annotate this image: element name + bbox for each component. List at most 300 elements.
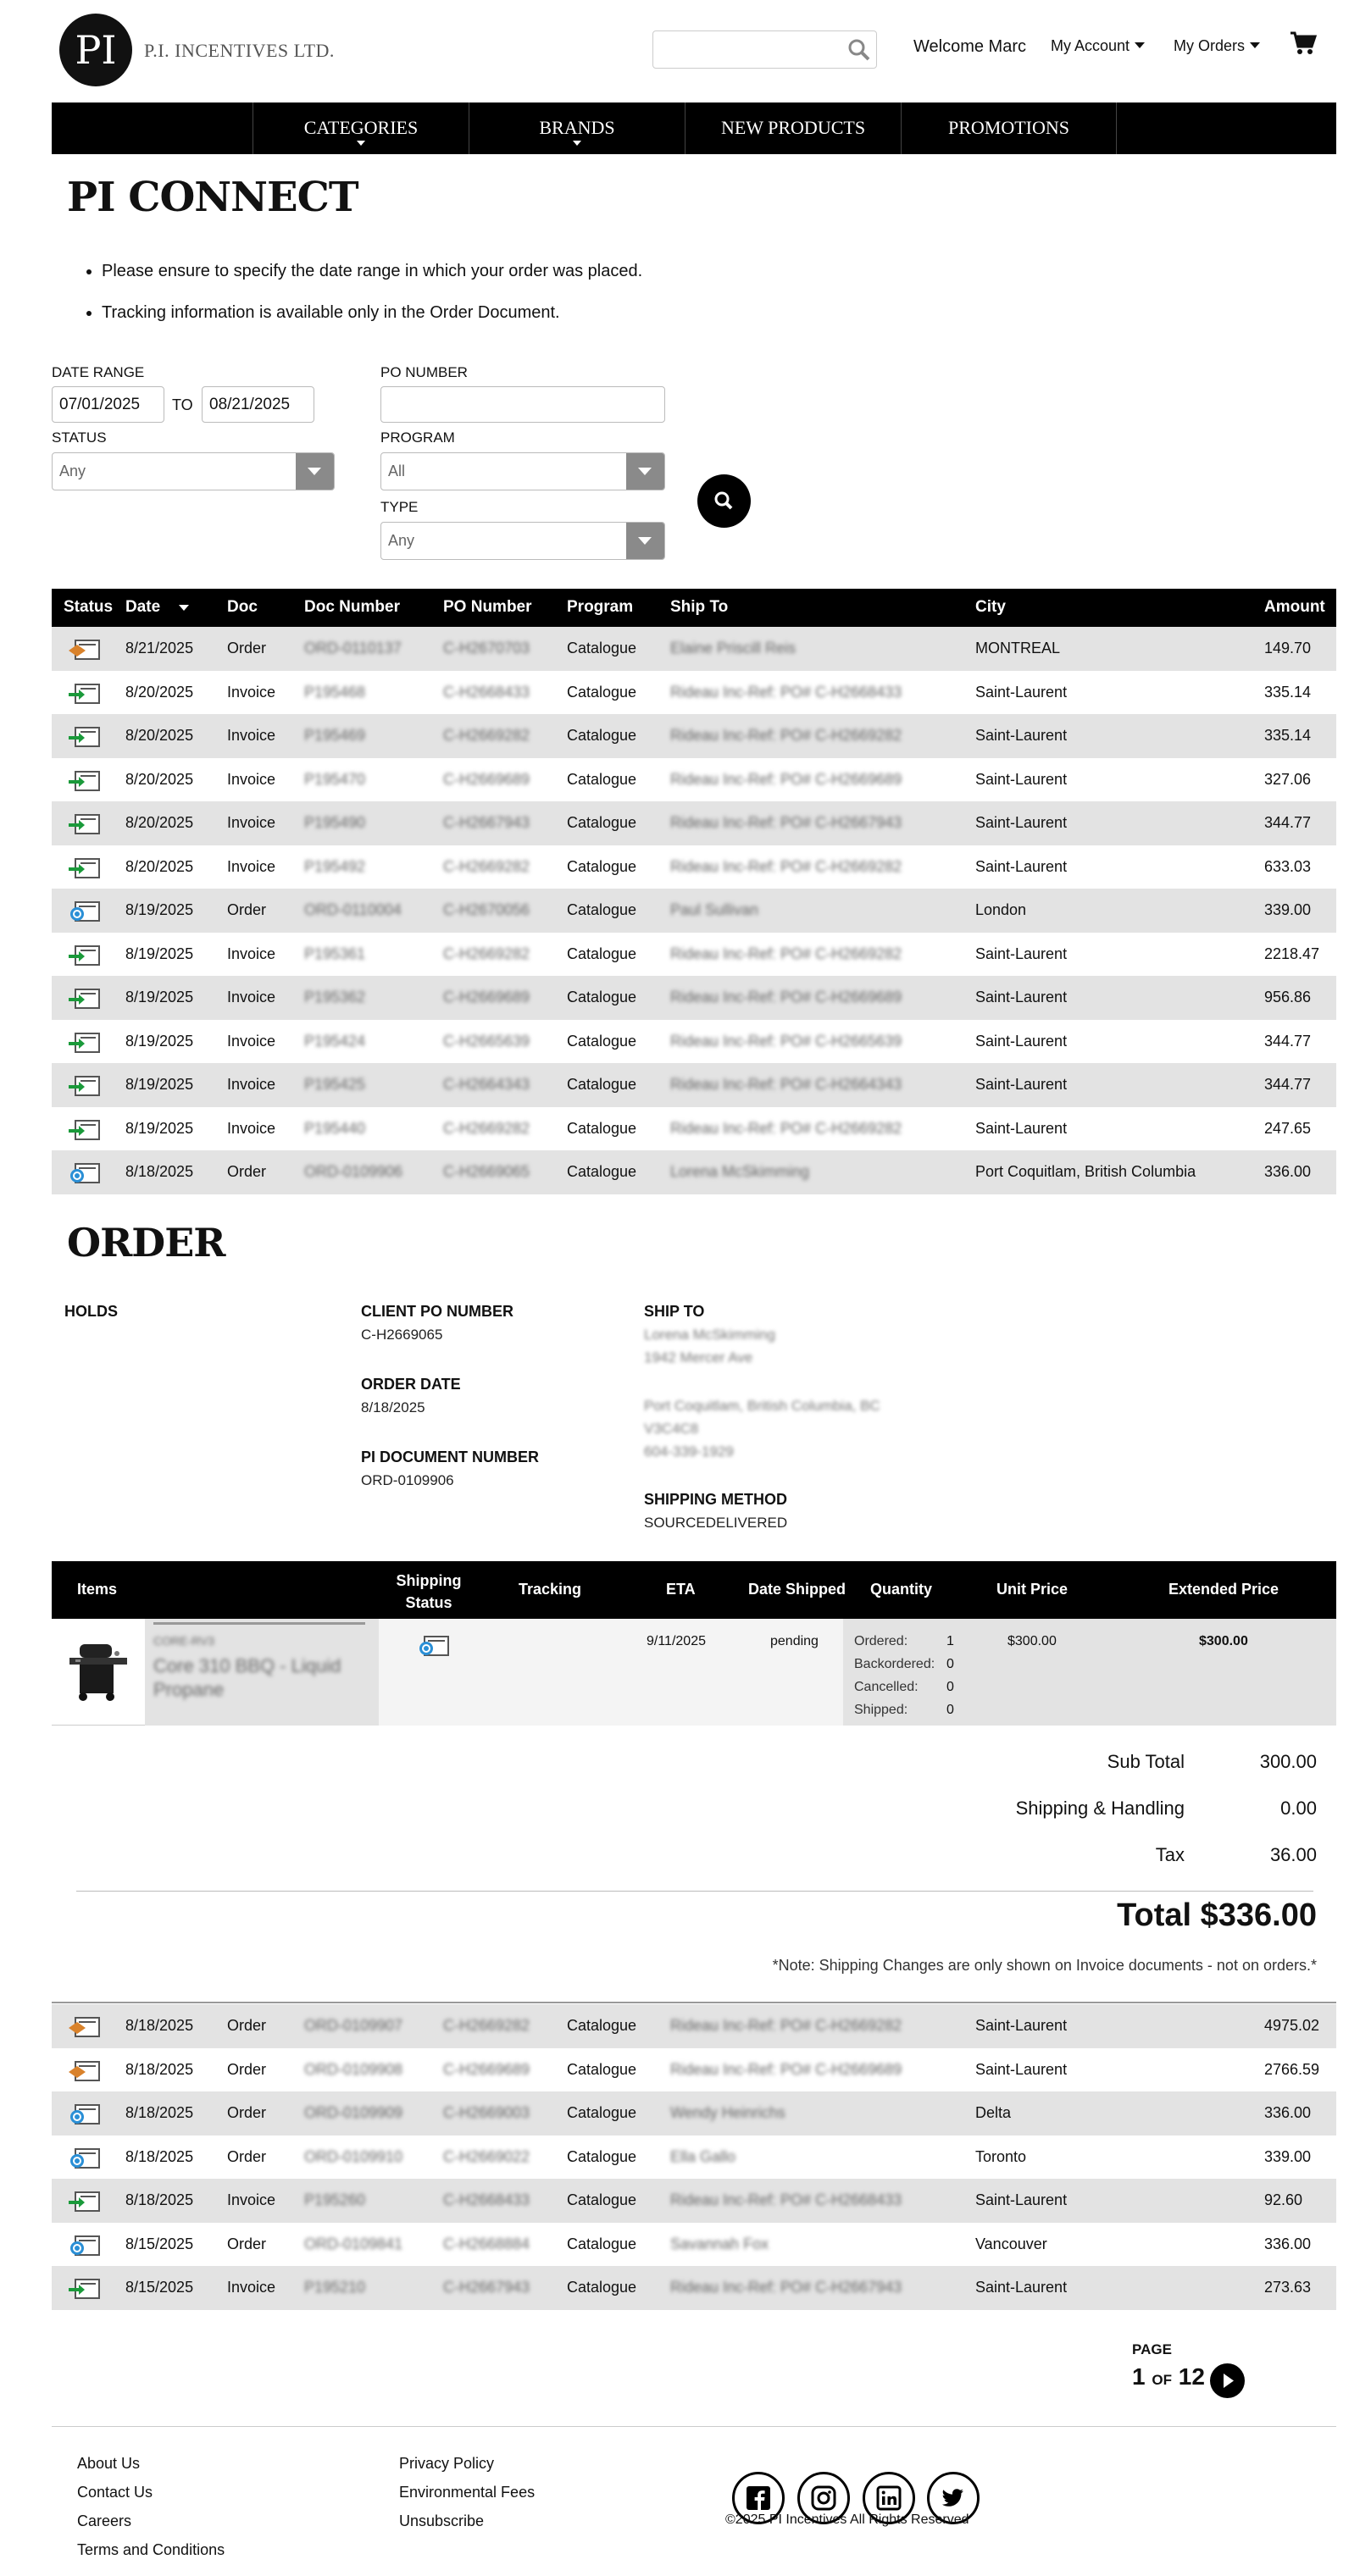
holds-label: HOLDS [64,1303,118,1320]
footer-link-terms[interactable]: Terms and Conditions [77,2541,225,2558]
cell-city: Saint-Laurent [975,814,1068,831]
cell-po-number: C-H2669689 [443,989,530,1005]
chevron-down-icon [573,141,581,146]
cell-doc: Invoice [227,683,276,701]
item-date-shipped: pending [770,1634,819,1648]
cell-amount: 247.65 [1264,1119,1312,1137]
col-eta: ETA [666,1581,696,1598]
cell-ship-to: Paul Sullivan [670,901,759,918]
footer-divider [52,2426,1336,2427]
footer-link-careers[interactable]: Careers [77,2512,132,2529]
cell-po-number: C-H2669003 [443,2104,530,2121]
cell-doc: Invoice [227,989,276,1005]
cell-doc-number: P195210 [304,2279,366,2296]
cell-program: Catalogue [567,814,637,831]
cell-po-number: C-H2667943 [443,814,530,831]
invoiced-status-icon [67,682,101,706]
cell-city: Saint-Laurent [975,2279,1068,2296]
cell-program: Catalogue [567,1119,637,1137]
cell-po-number: C-H2669065 [443,1163,530,1180]
cell-date: 8/20/2025 [125,814,194,831]
cell-amount: 327.06 [1264,770,1312,788]
to-label: TO [172,396,193,413]
cell-po-number: C-H2668433 [443,2191,530,2208]
cell-date: 8/20/2025 [125,770,194,788]
shipped-label: Shipped: [854,1703,908,1717]
cell-po-number: C-H2669282 [443,945,530,962]
cell-doc-number: ORD-0109841 [304,2235,403,2252]
table-row[interactable] [52,889,1336,933]
cell-doc-number: P195470 [304,770,366,788]
item-price-cell [843,1619,1336,1726]
sort-desc-icon[interactable] [179,605,189,611]
search-icon[interactable] [847,38,871,62]
held-status-icon [67,2015,101,2039]
table-row[interactable] [52,2048,1336,2092]
cell-doc: Order [227,1163,267,1180]
cell-doc-number: P195492 [304,857,366,875]
order-item-row [52,1619,1336,1726]
col-doc[interactable]: Doc [227,598,258,616]
chevron-down-icon [1250,42,1260,48]
cell-doc-number: P195425 [304,1076,366,1093]
cell-ship-to: Rideau Inc-Ref: PO# C-H2669689 [670,770,902,788]
cell-amount: 4975.02 [1264,2017,1320,2034]
play-next-icon [1210,2363,1245,2398]
cell-po-number: C-H2669689 [443,770,530,788]
cell-doc-number: P195362 [304,989,366,1005]
bbq-product-image[interactable] [64,1641,132,1704]
cell-city: Saint-Laurent [975,2191,1068,2208]
ship-to-line: 1942 Mercer Ave [644,1349,753,1366]
cell-po-number: C-H2668433 [443,683,530,701]
program-value: All [388,463,406,479]
cell-city: Saint-Laurent [975,683,1068,701]
item-description-cell [145,1619,379,1726]
order-title: ORDER [67,1220,225,1266]
invoiced-status-icon [67,812,101,836]
table-row[interactable] [52,1107,1336,1151]
program-select[interactable] [380,452,665,490]
my-account-label: My Account [1051,37,1130,54]
cell-doc-number: ORD-0110004 [304,901,402,918]
cell-amount: 149.70 [1264,640,1312,656]
col-ship-to[interactable]: Ship To [670,598,729,616]
cell-city: Saint-Laurent [975,2060,1068,2078]
cell-doc-number: ORD-0110137 [304,640,402,656]
type-select[interactable] [380,522,665,560]
cell-ship-to: Rideau Inc-Ref: PO# C-H2669282 [670,2017,902,2034]
of-label: OF [1152,2372,1172,2388]
table-row[interactable] [52,2179,1336,2223]
cell-amount: 344.77 [1264,1032,1312,1050]
cell-program: Catalogue [567,945,637,962]
tax-label: Tax [1155,1844,1185,1865]
cell-amount: 336.00 [1264,2104,1312,2121]
welcome-text: Welcome Marc [913,37,1026,56]
cell-ship-to: Rideau Inc-Ref: PO# C-H2668433 [670,2191,902,2208]
cell-date: 8/18/2025 [125,2104,194,2121]
backordered-label: Backordered: [854,1657,935,1671]
cell-ship-to: Wendy Heinrichs [670,2104,785,2121]
table-row[interactable] [52,714,1336,758]
cell-doc: Invoice [227,1032,276,1050]
cell-doc: Invoice [227,945,276,962]
nav-label: NEW PRODUCTS [720,117,866,138]
cell-amount: 335.14 [1264,727,1312,744]
table-row[interactable] [52,1020,1336,1064]
table-row[interactable] [52,627,1336,671]
po-number-label: PO NUMBER [380,364,468,380]
table-row[interactable] [52,976,1336,1020]
type-label: TYPE [380,499,419,515]
processing-status-icon [416,1634,450,1658]
nav-label: CATEGORIES [303,117,419,138]
cell-date: 8/18/2025 [125,2017,194,2034]
cell-po-number: C-H2669282 [443,727,530,744]
footer-link-environmental-fees[interactable]: Environmental Fees [399,2484,536,2501]
shipped-qty: 0 [946,1703,954,1717]
nav-label: BRANDS [539,117,615,138]
cell-doc: Order [227,2147,267,2165]
cell-date: 8/15/2025 [125,2235,194,2252]
cell-date: 8/19/2025 [125,945,194,962]
next-page-button[interactable] [1210,2363,1245,2398]
shipping-method-label: SHIPPING METHOD [644,1491,788,1508]
search-field [652,30,877,69]
my-orders-menu[interactable] [1174,37,1260,55]
invoiced-status-icon [67,856,101,880]
ship-to-line: V3C4C8 [644,1421,699,1437]
items-table-header [52,1561,1336,1619]
page-label: PAGE [1132,2341,1172,2357]
cell-program: Catalogue [567,901,637,918]
cell-date: 8/20/2025 [125,857,194,875]
nav-brands[interactable] [469,102,685,154]
cell-doc: Invoice [227,2191,276,2208]
cell-date: 8/19/2025 [125,1032,194,1050]
client-po-label: CLIENT PO NUMBER [361,1303,513,1320]
order-date-value: 8/18/2025 [361,1399,425,1415]
table-row[interactable] [52,758,1336,802]
cell-amount: 633.03 [1264,857,1312,875]
cell-doc: Invoice [227,727,276,744]
cell-program: Catalogue [567,2147,637,2165]
cell-program: Catalogue [567,1163,637,1180]
cell-ship-to: Elaine Priscill Reis [670,640,797,656]
table-row[interactable] [52,801,1336,845]
cell-doc: Invoice [227,770,276,788]
chevron-down-icon [626,523,664,559]
cell-po-number: C-H2669282 [443,2017,530,2034]
cell-doc-number: ORD-0109908 [304,2060,403,2078]
processing-status-icon [67,2234,101,2257]
cell-amount: 336.00 [1264,2235,1312,2252]
cell-ship-to: Rideau Inc-Ref: PO# C-H2669689 [670,2060,902,2078]
cell-date: 8/18/2025 [125,2191,194,2208]
ship-to-line: Port Coquitlam, British Columbia, BC [644,1398,880,1414]
chevron-down-icon [1135,42,1145,48]
pi-document-value: ORD-0109906 [361,1472,454,1488]
page-title: PI CONNECT [67,174,358,221]
footer-link-privacy[interactable]: Privacy Policy [399,2455,495,2472]
ship-to-line: Lorena McSkimming [644,1327,775,1343]
col-unit-price: Unit Price [996,1581,1068,1598]
footer-link-about[interactable]: About Us [77,2455,141,2472]
cell-doc-number: ORD-0109906 [304,1163,403,1180]
cell-city: London [975,901,1027,918]
nav-categories[interactable] [253,102,469,154]
unit-price: $300.00 [1007,1634,1057,1648]
cell-date: 8/18/2025 [125,1163,194,1180]
invoiced-status-icon [67,1074,101,1098]
cell-doc-number: P195469 [304,727,366,744]
table-row[interactable] [52,933,1336,977]
cell-city: Toronto [975,2147,1027,2165]
notes-list [85,251,642,334]
type-value: Any [388,532,415,549]
cell-doc: Invoice [227,814,276,831]
cell-amount: 335.14 [1264,683,1312,701]
cell-ship-to: Rideau Inc-Ref: PO# C-H2667943 [670,2279,902,2296]
date-from-field[interactable]: 07/01/2025 [52,386,164,423]
cell-program: Catalogue [567,2017,637,2034]
logo-mark[interactable]: PI [59,14,132,86]
col-tracking: Tracking [519,1581,582,1598]
table-row[interactable] [52,1063,1336,1107]
chevron-down-icon [626,453,664,490]
cell-city: Port Coquitlam, British Columbia [975,1163,1196,1180]
order-date-label: ORDER DATE [361,1376,461,1393]
cell-doc-number: P195361 [304,945,366,962]
cell-ship-to: Rideau Inc-Ref: PO# C-H2664343 [670,1076,902,1093]
table-row[interactable] [52,845,1336,889]
cell-program: Catalogue [567,2279,637,2296]
orders-table-header [52,589,1336,627]
cell-city: Saint-Laurent [975,770,1068,788]
backordered-qty: 0 [946,1657,954,1671]
nav-label: PROMOTIONS [947,117,1070,138]
cell-po-number: C-H2668884 [443,2235,530,2252]
cell-date: 8/15/2025 [125,2279,194,2296]
processing-status-icon [67,1161,101,1185]
col-po-number[interactable]: PO Number [443,598,532,616]
cell-city: Saint-Laurent [975,727,1068,744]
total-value: $336.00 [1200,1897,1317,1933]
col-city[interactable]: City [975,598,1006,616]
item-sku: CORE-RV3 [153,1634,215,1648]
my-account-menu[interactable] [1051,37,1145,55]
cell-po-number: C-H2667943 [443,2279,530,2296]
cell-doc: Invoice [227,2279,276,2296]
pi-document-label: PI DOCUMENT NUMBER [361,1449,539,1465]
cell-doc-number: P195424 [304,1032,366,1050]
program-label: PROGRAM [380,429,455,446]
footer-link-contact[interactable]: Contact Us [77,2484,153,2501]
cell-city: Saint-Laurent [975,1032,1068,1050]
cell-program: Catalogue [567,1076,637,1093]
cell-ship-to: Rideau Inc-Ref: PO# C-H2669282 [670,857,902,875]
cell-ship-to: Rideau Inc-Ref: PO# C-H2669282 [670,727,902,744]
cell-city: Vancouver [975,2235,1047,2252]
current-page: 1 [1132,2363,1146,2390]
table-row[interactable] [52,2223,1336,2267]
search-icon [697,474,751,528]
order-bottom-divider [52,2002,1336,2003]
cell-doc: Invoice [227,857,276,875]
col-date-shipped: Date Shipped [748,1581,846,1598]
col-shipping-status: Shipping Status [396,1572,462,1611]
nav-new-products[interactable] [685,102,901,154]
note-item: • Tracking information is available only in the Order Document. [102,292,642,334]
cell-po-number: C-H2665639 [443,1032,530,1050]
cell-program: Catalogue [567,640,637,656]
col-program[interactable]: Program [567,598,634,616]
cell-doc: Order [227,2017,267,2034]
tax-value: 36.00 [1269,1844,1317,1865]
shipping-note: *Note: Shipping Changes are only shown on Invoice documents - not on orders.* [772,1957,1317,1974]
col-amount[interactable]: Amount [1264,598,1325,616]
date-to-field[interactable]: 08/21/2025 [202,386,314,423]
table-row[interactable] [52,2091,1336,2136]
table-row[interactable] [52,2136,1336,2180]
cell-doc-number: ORD-0109909 [304,2104,403,2121]
total-pages: 12 [1178,2363,1205,2390]
cell-city: MONTREAL [975,640,1061,656]
cell-amount: 92.60 [1264,2191,1303,2208]
cell-doc-number: ORD-0109910 [304,2147,403,2165]
invoiced-status-icon [67,1031,101,1055]
date-range-label: DATE RANGE [52,364,145,380]
cell-ship-to: Rideau Inc-Ref: PO# C-H2669689 [670,989,902,1005]
cell-program: Catalogue [567,2191,637,2208]
cell-ship-to: Rideau Inc-Ref: PO# C-H2669282 [670,945,902,962]
cell-program: Catalogue [567,2104,637,2121]
table-row[interactable] [52,671,1336,715]
cell-ship-to: Rideau Inc-Ref: PO# C-H2669282 [670,1119,902,1137]
invoiced-status-icon [67,2277,101,2301]
invoiced-status-icon [67,769,101,793]
shipping-label: Shipping & Handling [1015,1798,1185,1819]
cell-program: Catalogue [567,1032,637,1050]
cart-icon[interactable] [1290,30,1317,56]
table-row[interactable] [52,1150,1336,1194]
cell-date: 8/20/2025 [125,727,194,744]
search-input[interactable] [653,31,840,68]
item-name[interactable]: Core 310 BBQ - Liquid Propane [153,1655,341,1700]
po-number-input[interactable] [380,386,665,423]
cell-amount: 2766.59 [1264,2060,1320,2078]
cell-city: Saint-Laurent [975,1119,1068,1137]
chevron-down-icon [357,141,365,146]
invoiced-status-icon [67,1118,101,1142]
cell-amount: 2218.47 [1264,945,1320,962]
footer-link-unsubscribe[interactable]: Unsubscribe [399,2512,485,2529]
cell-city: Saint-Laurent [975,945,1068,962]
cell-po-number: C-H2669689 [443,2060,530,2078]
ship-to-label: SHIP TO [644,1303,705,1320]
col-status[interactable]: Status [64,598,114,616]
status-label: STATUS [52,429,107,446]
copyright: ©2025 PI Incentives All Rights Reserved [725,2512,969,2527]
cell-doc: Order [227,901,267,918]
client-po-value: C-H2669065 [361,1327,443,1343]
cell-program: Catalogue [567,770,637,788]
shipping-value: 0.00 [1280,1798,1317,1819]
status-select[interactable] [52,452,335,490]
cell-po-number: C-H2669282 [443,1119,530,1137]
col-quantity: Quantity [870,1581,933,1598]
cell-amount: 344.77 [1264,1076,1312,1093]
my-orders-label: My Orders [1174,37,1246,54]
cell-doc-number: P195468 [304,683,366,701]
main-nav [52,102,1336,154]
col-date[interactable]: Date [125,598,161,616]
cell-po-number: C-H2669282 [443,857,530,875]
cell-doc-number: ORD-0109907 [304,2017,403,2034]
cell-po-number: C-H2669022 [443,2147,530,2165]
nav-promotions[interactable] [901,102,1117,154]
processing-status-icon [67,2147,101,2170]
cell-program: Catalogue [567,857,637,875]
cell-po-number: C-H2670703 [443,640,530,656]
ship-to-line: 604-339-1929 [644,1443,734,1460]
cell-doc: Order [227,2060,267,2078]
cell-city: Saint-Laurent [975,2017,1068,2034]
total-label: Total [1117,1897,1192,1933]
cell-city: Saint-Laurent [975,1076,1068,1093]
cell-city: Saint-Laurent [975,857,1068,875]
cell-date: 8/19/2025 [125,1076,194,1093]
subtotal-label: Sub Total [1107,1751,1185,1772]
search-button[interactable] [697,474,751,528]
col-doc-number[interactable]: Doc Number [304,598,400,616]
cell-doc: Order [227,2104,267,2121]
cell-amount: 344.77 [1264,814,1312,831]
invoiced-status-icon [67,944,101,967]
cell-amount: 339.00 [1264,901,1312,918]
cell-ship-to: Savannah Fox [670,2235,769,2252]
cell-doc-number: P195260 [304,2191,366,2208]
cell-doc: Invoice [227,1119,276,1137]
table-row[interactable] [52,2004,1336,2048]
ordered-label: Ordered: [854,1634,908,1648]
cell-date: 8/18/2025 [125,2147,194,2165]
table-row[interactable] [52,2266,1336,2310]
cell-program: Catalogue [567,2060,637,2078]
cancelled-label: Cancelled: [854,1680,919,1694]
logo-text[interactable]: P.I. INCENTIVES LTD. [144,40,335,61]
pagination [1132,2363,1205,2390]
extended-price: $300.00 [1199,1634,1248,1648]
cell-ship-to: Rideau Inc-Ref: PO# C-H2668433 [670,683,902,701]
cell-program: Catalogue [567,2235,637,2252]
cell-program: Catalogue [567,727,637,744]
invoiced-status-icon [67,987,101,1011]
cell-ship-to: Lorena McSkimming [670,1163,810,1180]
item-eta: 9/11/2025 [647,1634,706,1648]
held-status-icon [67,638,101,662]
shipping-method-value: SOURCEDELIVERED [644,1515,788,1531]
cell-city: Delta [975,2104,1012,2121]
cell-amount: 956.86 [1264,989,1312,1005]
invoiced-status-icon [67,2190,101,2213]
processing-status-icon [67,900,101,923]
col-items: Items [77,1581,118,1598]
note-item: • Please ensure to specify the date range in which your order was placed. [102,251,642,292]
totals-divider [76,1891,1313,1892]
cell-amount: 336.00 [1264,1163,1312,1180]
